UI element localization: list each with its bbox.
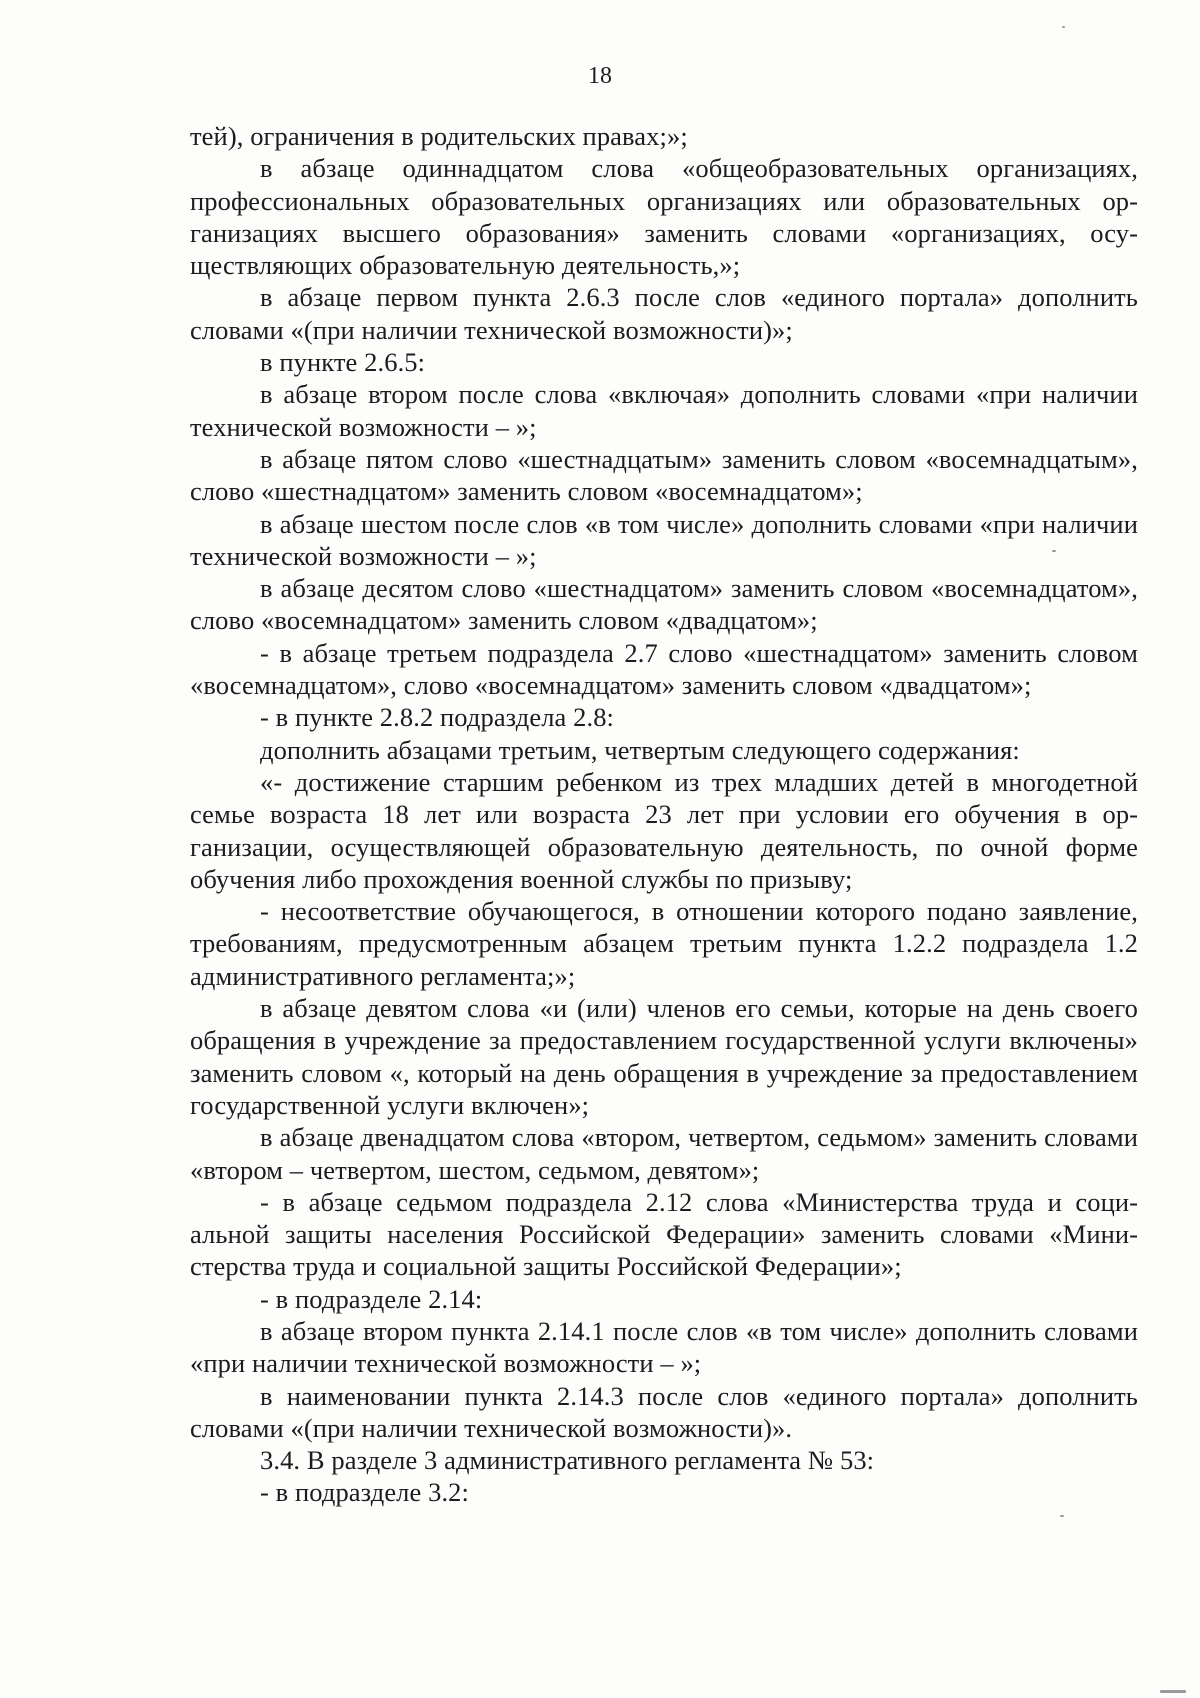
paragraph-7: в абзаце шестом после слов «в том числе» дополнить словами «при наличии технической возможности – »; bbox=[190, 508, 1138, 571]
paragraph-5: в абзаце втором после слова «включая» дополнить словами «при наличии технической возможности – »; bbox=[190, 379, 1138, 442]
paragraph-2: в абзаце одиннадцатом слова «общеобразовательных организациях, профессиональных образовательных организациях или образовательных организациях высшего образования» заменить словами «организациях, осуществляющих образовательную деятельность,»; bbox=[190, 153, 1138, 281]
paragraph-15: в абзаце двенадцатом слова «втором, четвертом, седьмом» заменить словами «втором – четвертом, шестом, седьмом, девятом»; bbox=[190, 1122, 1138, 1185]
paragraph-3: в абзаце первом пункта 2.6.3 после слов «единого портала» дополнить словами «(при наличии технической возможности)»; bbox=[190, 282, 1138, 345]
paragraph-20: 3.4. В разделе 3 административного регламента № 53: bbox=[260, 1445, 875, 1476]
scan-speck bbox=[1052, 550, 1056, 552]
paragraph-9: - в абзаце третьем подраздела 2.7 слово «шестнадцатом» заменить словом «восемнадцатом», слово «восемнадцатом» заменить словом «двадцатом»; bbox=[190, 637, 1138, 701]
document-body bbox=[190, 120, 1138, 1509]
paragraph-11: дополнить абзацами третьим, четвертым следующего содержания: bbox=[260, 734, 1020, 765]
paragraph-16: - в абзаце седьмом подраздела 2.12 слова «Министерства труда и социальной защиты населения Российской Федерации» заменить словами «Министерства труда и социальной защиты Российской Федерации»; bbox=[190, 1186, 1138, 1282]
paragraph-6: в абзаце пятом слово «шестнадцатым» заменить словом «восемнадцатым», слово «шестнадцатом» заменить словом «восемнадцатом»; bbox=[190, 443, 1138, 507]
paragraph-8: в абзаце десятом слово «шестнадцатом» заменить словом «восемнадцатом», слово «восемнадцатом» заменить словом «двадцатом»; bbox=[190, 573, 1138, 636]
paragraph-17: - в подразделе 2.14: bbox=[260, 1283, 483, 1314]
scan-speck bbox=[1160, 1690, 1186, 1693]
paragraph-4: в пункте 2.6.5: bbox=[260, 347, 426, 378]
paragraph-18: в абзаце втором пункта 2.14.1 после слов «в том числе» дополнить словами «при наличии технической возможности – »; bbox=[190, 1315, 1138, 1379]
paragraph-21: - в подразделе 3.2: bbox=[260, 1477, 469, 1508]
paragraph-10: - в пункте 2.8.2 подраздела 2.8: bbox=[260, 702, 615, 733]
paragraph-12: «- достижение старшим ребенком из трех младших детей в многодетной семье возраста 18 лет или возраста 23 лет при условии его обучения в организации, осуществляющей образовательную деятельность, по очной форме обучения либо прохождения военной службы по призыву; bbox=[190, 766, 1138, 894]
paragraph-19: в наименовании пункта 2.14.3 после слов «единого портала» дополнить словами «(при наличии технической возможности)». bbox=[190, 1380, 1138, 1443]
scan-speck bbox=[1060, 1515, 1064, 1517]
paragraph-13: - несоответствие обучающегося, в отношении которого подано заявление, требованиям, предусмотренным абзацем третьим пункта 1.2.2 подраздела 1.2 административного регламента;»; bbox=[190, 896, 1138, 991]
scan-speck bbox=[1062, 26, 1065, 28]
paragraph-14: в абзаце девятом слова «и (или) членов его семьи, которые на день своего обращения в учреждение за предоставлением государственной услуги включены» заменить словом «, который на день обращения в учреждение за предоставлением государственной услуги включен»; bbox=[190, 993, 1138, 1120]
page-number: 18 bbox=[588, 63, 612, 89]
paragraph-1: тей), ограничения в родительских правах;»; bbox=[190, 121, 688, 151]
